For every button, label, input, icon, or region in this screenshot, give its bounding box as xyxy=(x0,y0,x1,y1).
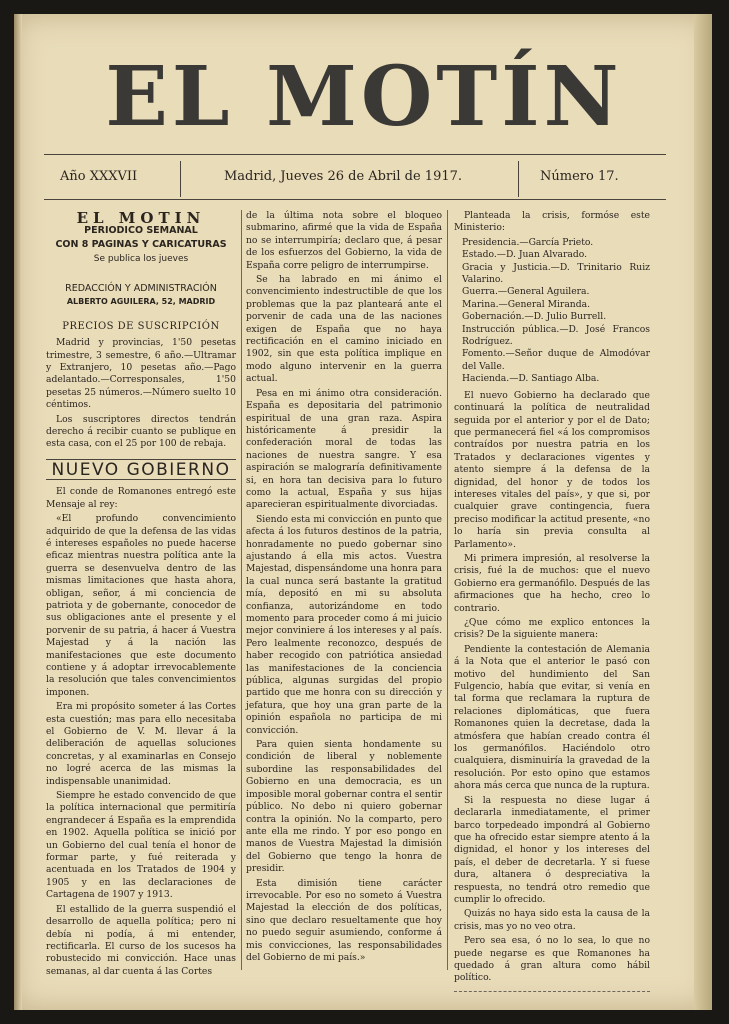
publisher-line: PERIODICO SEMANAL xyxy=(84,225,198,237)
subscription-note: Los suscriptores directos tendrán derecho á recibir cuanto se publique en esta casa, con el 25 por 100 de rebaja. xyxy=(46,413,236,450)
minister-item: Marina.—General Miranda. xyxy=(462,298,590,310)
minister-item: Instrucción pública.—D. José Francos Rodríguez. xyxy=(462,323,650,348)
paragraph: El conde de Romanones entregó este Mensaje al rey: xyxy=(46,486,236,510)
number-label: Número 17. xyxy=(540,169,619,184)
paragraph: El nuevo Gobierno ha declarado que continuará la política de neutralidad seguida por el anterior y por el de Dato; que permanecerá fiel «á los compromisos contraídos por nuestra patria en los Tratados y declaraciones vigentes y atento siempre á la defensa de la dignidad, del honor y de todos los intereses vitales del país», y que si, por cualquier grave contingencia, fuera preciso modificar la actitud presente, «no lo haría sin previa consulta al Parlamento». xyxy=(454,389,650,550)
subscription-prices: Madrid y provincias, 1'50 pesetas trimestre, 3 semestre, 6 año.—Ultramar y Extranjero, 10 pesetas año.—Pago adelantado.—Corresponsales, 1'50 pesetas 25 números.—Número suelto 10 céntimos. xyxy=(46,337,236,411)
date-label: Madrid, Jueves 26 de Abril de 1917. xyxy=(224,169,463,184)
newspaper-page xyxy=(14,14,712,1010)
minister-item: Presidencia.—García Prieto. xyxy=(462,236,594,248)
paragraph: Esta dimisión tiene carácter irrevocable. Por eso no someto á Vuestra Majestad la elección de dos políticas, sino que declaro resueltamente que hoy no puedo seguir asumiendo, conforme á mis convicciones, las responsabilidades del Gobierno de mi país.» xyxy=(246,877,442,963)
publisher-name: EL MOTIN xyxy=(76,209,206,227)
address-label: ALBERTO AGUILERA, 52, MADRID xyxy=(66,297,216,307)
dateline-divider xyxy=(180,161,181,197)
paragraph: Quizás no haya sido esta la causa de la crisis, mas yo no veo otra. xyxy=(454,908,650,932)
article-title: NUEVO GOBIERNO xyxy=(46,459,236,480)
paragraph: Para quien sienta hondamente su condición de liberal y noblemente subordine las responsabilidades del Gobierno en una democracia, es un imposible moral gobernar contra el sentir público. No debo ni quiero gobernar contra la opinión. No la comparto, pero ante ella me rindo. Y por eso pongo en manos de Vuestra Majestad la dimisión del Gobierno que tengo la honra de presidir. xyxy=(246,739,442,875)
paragraph: El estallido de la guerra suspendió el desarrollo de aquella política; pero ni debía ni podía, á mi entender, rectificarla. El curso de los sucesos ha robustecido mi convicción. Hace unas semanas, al dar cuenta á las Cortes xyxy=(46,903,236,977)
paragraph: de la última nota sobre el bloqueo submarino, afirmé que la vida de España no se interrumpiría; declaro que, á pesar de los esfuerzos del Gobierno, la vida de España corre peligro de interrumpirse. xyxy=(246,210,442,271)
publisher-line: CON 8 PAGINAS Y CARICATURAS xyxy=(55,239,227,251)
minister-item: Estado.—D. Juan Alvarado. xyxy=(462,249,588,261)
paragraph: Planteada la crisis, formóse este Ministerio: xyxy=(454,210,650,234)
minister-item: Hacienda.—D. Santiago Alba. xyxy=(462,373,600,385)
dateline-divider xyxy=(518,161,519,197)
year-label: Año XXXVII xyxy=(60,169,138,184)
redaccion-label: REDACCIÓN Y ADMINISTRACIÓN xyxy=(65,283,217,295)
column-divider xyxy=(241,210,242,970)
bottom-rule xyxy=(44,199,666,200)
end-rule xyxy=(454,991,650,992)
column-1 xyxy=(46,210,236,980)
paragraph: Si la respuesta no diese lugar á declararla inmediatamente, el primer barco torpedeado impondrá al Gobierno que ha ofrecido estar siempre atento á la dignidad, el honor y los intereses del país, el deber de decretarla. Y si fuese dura, altanera ó despreciativa la respuesta, no tendrá otro remedio que cumplir lo ofrecido. xyxy=(454,794,650,905)
paragraph: Pesa en mi ánimo otra consideración. España es depositaria del patrimonio espiritual de una gran raza. Aspira históricamente á presidir la confederación moral de todas las naciones de nuestra sangre. Y esa aspiración se malograría definitivamente si, en hora tan decisiva para lo futuro como la actual, España y sus hijas aparecieran espiritualmente divorciadas. xyxy=(246,387,442,511)
dateline xyxy=(44,161,666,197)
paragraph: Mi primera impresión, al resolverse la crisis, fué la de muchos: que el nuevo Gobierno era germanófilo. Después de las afirmaciones que ha hecho, creo lo contrario. xyxy=(454,552,650,614)
paragraph: «El profundo convencimiento adquirido de que la defensa de las vidas é intereses españoles no puede hacerse eficaz mientras nuestra política ante la guerra se desenvuelva dentro de las mismas limitaciones que hasta ahora, obligan, señor, á mi conciencia de patriota y de gobernante, conocedor de sus obligaciones ante el presente y el porvenir de su patria, á hacer á Vuestra Majestad y á la nación las manifestaciones que este documento contiene y á adoptar irrevocablemente la resolución que tales convencimientos imponen. xyxy=(46,513,236,698)
paragraph: Siendo esta mi convicción en punto que afecta á los futuros destinos de la patria, honradamente no puedo gobernar sino ajustando á ella mis actos. Vuestra Majestad, dispensándome una honra para la cual nunca será bastante la gratitud mía, depositó en mi su absoluta confianza, autorizándome en todo momento para proceder como á mi juicio mejor conviniere á los intereses y al país. Pero lealmente reconozco, después de haber recogido con patriótica ansiedad las manifestaciones de la conciencia pública, algunas surgidas del propio partido que me honra con su dirección y jefatura, que hoy una gran parte de la opinión española no participa de mi convicción. xyxy=(246,513,442,736)
page-spine xyxy=(14,14,22,1010)
top-rule xyxy=(44,154,666,155)
publisher-line: Se publica los jueves xyxy=(93,254,189,265)
column-divider xyxy=(447,210,448,970)
page-edge xyxy=(694,14,712,1010)
minister-item: Guerra.—General Aguilera. xyxy=(462,286,590,298)
subscription-title: PRECIOS DE SUSCRIPCIÓN xyxy=(62,320,220,332)
paragraph: Siempre he estado convencido de que la política internacional que permitiría engrandecer á España es la emprendida en 1902. Aquella política se inició por un Gobierno del cual tenía el honor de formar parte, y fué reiterada y acentuada en los Tratados de 1904 y 1905 y en las declaraciones de Cartagena de 1907 y 1913. xyxy=(46,790,236,901)
column-2 xyxy=(246,210,442,966)
paragraph: ¿Que cómo me explico entonces la crisis? De la siguiente manera: xyxy=(454,617,650,641)
paragraph: Pero sea esa, ó no lo sea, lo que no puede negarse es que Romanones ha quedado á gran altura como hábil político. xyxy=(454,935,650,984)
minister-item: Gracia y Justicia.—D. Trinitario Ruiz Valarino. xyxy=(462,261,650,286)
paragraph: Se ha labrado en mi ánimo el convencimiento indestructible de que los problemas que la paz planteará ante el porvenir de cada una de las naciones exigen de España que no haya rectificación en el camino iniciado en 1902, sin que esta política implique en modo alguno intervenir en la guerra actual. xyxy=(246,274,442,385)
minister-item: Fomento.—Señor duque de Almodóvar del Valle. xyxy=(462,348,650,372)
minister-item: Gobernación.—D. Julio Burrell. xyxy=(462,311,607,323)
masthead-title: EL MOTÍN xyxy=(105,49,623,145)
paragraph: Era mi propósito someter á las Cortes esta cuestión; mas para ello necesitaba el Gobierno de V. M. llevar á la deliberación de aquellas soluciones concretas, y al examinarlas en Consejo no logré acerca de las mismas la indispensable unanimidad. xyxy=(46,701,236,787)
column-3 xyxy=(454,210,650,992)
paragraph: Pendiente la contestación de Alemania á la Nota que el anterior le pasó con motivo del hundimiento del San Fulgencio, había que evitar, si venía en tal forma que reclamara la ruptura de relaciones diplomáticas, que fuera Romanones quien la decretase, dada la atmósfera que habían creado contra él los germanófilos. Haciéndolo otro cualquiera, disminuiría la gravedad de la resolución. Por esto opino que estamos ahora más cerca que nunca de la ruptura. xyxy=(454,643,650,792)
